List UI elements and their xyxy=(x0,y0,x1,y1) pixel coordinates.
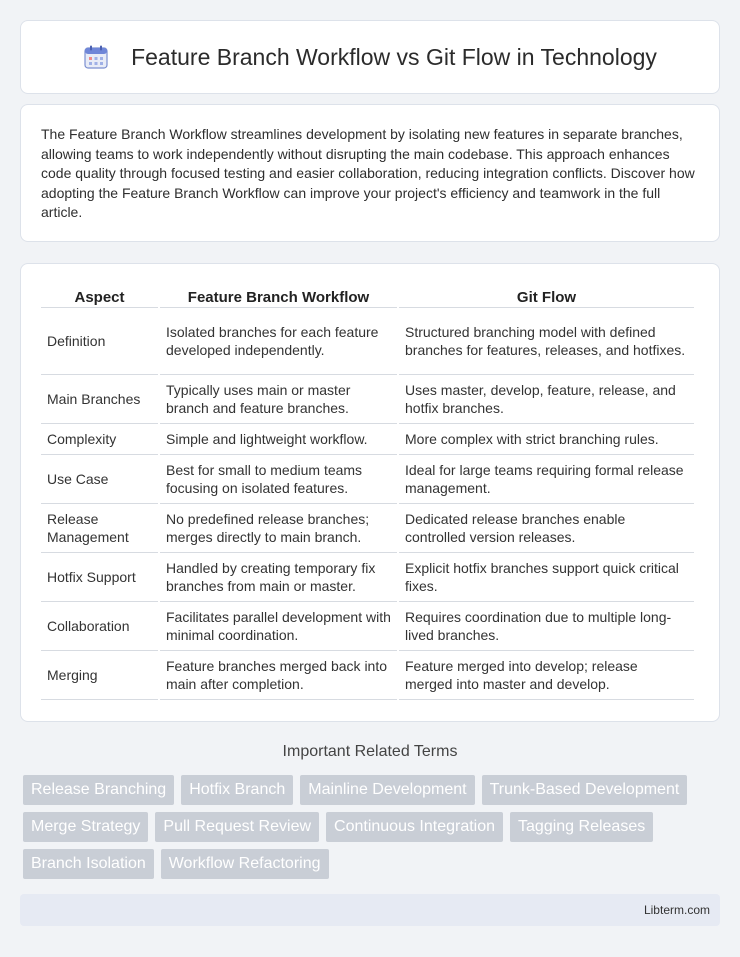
comparison-table xyxy=(39,284,696,700)
cell-feature-branch: No predefined release branches; merges directly to main branch. xyxy=(160,504,397,553)
table-row xyxy=(41,504,694,553)
cell-feature-branch: Facilitates parallel development with minimal coordination. xyxy=(160,602,397,651)
cell-git-flow: Uses master, develop, feature, release, and hotfix branches. xyxy=(399,375,694,424)
term-tag[interactable]: Tagging Releases xyxy=(510,812,653,842)
cell-aspect: Release Management xyxy=(41,504,158,553)
page-title: Feature Branch Workflow vs Git Flow in Technology xyxy=(131,43,657,70)
table-row xyxy=(41,308,694,375)
term-tag[interactable]: Merge Strategy xyxy=(23,812,148,842)
intro-card xyxy=(20,104,720,242)
header-git-flow: Git Flow xyxy=(399,284,694,308)
related-terms-title: Important Related Terms xyxy=(282,743,458,760)
term-tag[interactable]: Mainline Development xyxy=(300,775,474,805)
calendar-icon xyxy=(83,44,109,70)
cell-feature-branch: Typically uses main or master branch and feature branches. xyxy=(160,375,397,424)
term-tag[interactable]: Continuous Integration xyxy=(326,812,503,842)
cell-git-flow: More complex with strict branching rules. xyxy=(399,424,694,455)
comparison-table-card xyxy=(20,263,720,722)
table-row xyxy=(41,375,694,424)
cell-feature-branch: Best for small to medium teams focusing on isolated features. xyxy=(160,455,397,504)
cell-feature-branch: Isolated branches for each feature developed independently. xyxy=(160,308,397,375)
term-tag[interactable]: Release Branching xyxy=(23,775,174,805)
cell-feature-branch: Simple and lightweight workflow. xyxy=(160,424,397,455)
cell-git-flow: Structured branching model with defined branches for features, releases, and hotfixes. xyxy=(399,308,694,375)
cell-git-flow: Ideal for large teams requiring formal release management. xyxy=(399,455,694,504)
cell-aspect: Merging xyxy=(41,651,158,700)
footer xyxy=(20,894,720,926)
cell-aspect: Complexity xyxy=(41,424,158,455)
header-aspect: Aspect xyxy=(41,284,158,308)
cell-aspect: Definition xyxy=(41,308,158,375)
cell-git-flow: Requires coordination due to multiple long-lived branches. xyxy=(399,602,694,651)
cell-feature-branch: Feature branches merged back into main after completion. xyxy=(160,651,397,700)
cell-git-flow: Feature merged into develop; release merged into master and develop. xyxy=(399,651,694,700)
table-row xyxy=(41,424,694,455)
term-tag[interactable]: Trunk-Based Development xyxy=(482,775,688,805)
intro-text: The Feature Branch Workflow streamlines development by isolating new features in separate branches, allowing teams to work independently without disrupting the main codebase. This approach enhances code quality through focused testing and easier collaboration, reducing integration conflicts. Discover how adopting the Feature Branch Workflow can improve your project's efficiency and teamwork in the full article. xyxy=(41,126,695,220)
cell-aspect: Collaboration xyxy=(41,602,158,651)
term-tag[interactable]: Workflow Refactoring xyxy=(161,849,329,879)
cell-aspect: Main Branches xyxy=(41,375,158,424)
term-tag[interactable]: Hotfix Branch xyxy=(181,775,293,805)
footer-site-link[interactable]: Libterm.com xyxy=(643,903,710,917)
term-tag[interactable]: Pull Request Review xyxy=(155,812,319,842)
table-row xyxy=(41,602,694,651)
table-row xyxy=(41,651,694,700)
table-header-row xyxy=(41,284,694,308)
header-feature-branch-workflow: Feature Branch Workflow xyxy=(160,284,397,308)
cell-aspect: Use Case xyxy=(41,455,158,504)
term-tag[interactable]: Branch Isolation xyxy=(23,849,154,879)
related-terms-list xyxy=(23,775,723,879)
cell-git-flow: Dedicated release branches enable controlled version releases. xyxy=(399,504,694,553)
table-row xyxy=(41,455,694,504)
table-row xyxy=(41,553,694,602)
cell-feature-branch: Handled by creating temporary fix branches from main or master. xyxy=(160,553,397,602)
header-card xyxy=(20,20,720,94)
cell-git-flow: Explicit hotfix branches support quick critical fixes. xyxy=(399,553,694,602)
cell-aspect: Hotfix Support xyxy=(41,553,158,602)
